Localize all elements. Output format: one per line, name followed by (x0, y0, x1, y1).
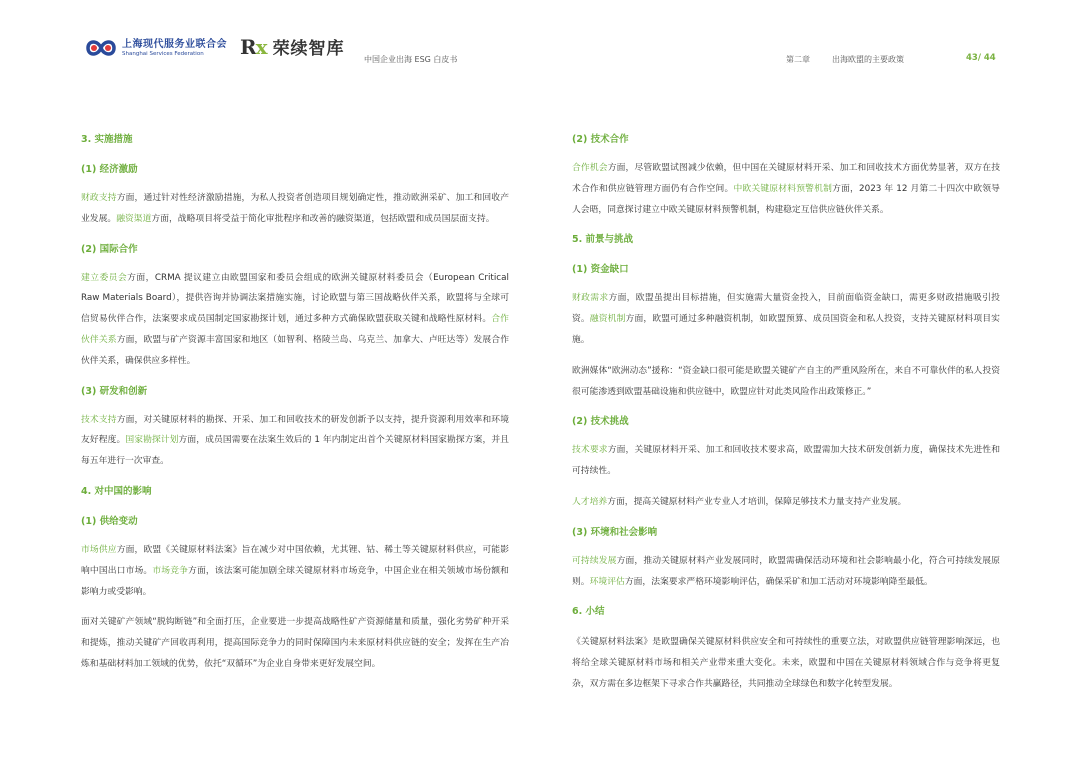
page-header (0, 0, 1080, 80)
keyword: 人才培养 (572, 496, 608, 507)
section-heading: 6. 小结 (572, 606, 605, 618)
keyword: 可持续发展 (572, 555, 617, 566)
org-name-en: Shanghai Services Federation (122, 50, 204, 57)
keyword: 技术要求 (572, 445, 608, 456)
subsection-heading: (2) 技术挑战 (572, 416, 629, 428)
subsection-heading: (1) 供给变动 (81, 515, 138, 527)
section-title: 出海欧盟的主要政策 (832, 55, 904, 64)
paragraph: 财政支持方面，通过针对性经济激励措施，为私人投资者创造项目规划确定性，推动欧洲采矿、加工和回收产业发展。融资渠道方面，战略项目将受益于简化审批程序和改善的融资渠道，包括欧盟和成员国层面支持。 (81, 193, 509, 224)
section-heading: 4. 对中国的影响 (81, 485, 152, 497)
keyword: 合作伙伴关系 (81, 314, 509, 345)
subsection-heading: (2) 技术合作 (572, 134, 629, 145)
rx-logo-icon: Rx (240, 34, 267, 59)
keyword: 融资机制 (589, 314, 626, 325)
paragraph: 财政需求方面，欧盟虽提出目标措施，但实施需大量资金投入，目前面临资金缺口，需更多财政措施吸引投资。融资机制方面，欧盟可通过多种融资机制，如欧盟预算、成员国资金和私人投资，支持关键原材料项目实施。 (572, 293, 1000, 345)
paragraph: 市场供应方面，欧盟《关键原材料法案》旨在减少对中国依赖，尤其锂、钴、稀土等关键原材料供应，可能影响中国出口市场。市场竞争方面，该法案可能加剧全球关键原材料市场竞争，中国企业在相关领域市场份额和影响力或受影响。 (81, 544, 509, 597)
subsection-heading: (3) 环境和社会影响 (572, 526, 658, 538)
subsection-heading: (3) 研发和创新 (81, 385, 148, 397)
paragraph: 合作机会方面，尽管欧盟试图减少依赖，但中国在关键原材料开采、加工和回收技术方面优势显著，双方在技术合作和供应链管理方面仍有合作空间。中欧关键原材料预警机制方面，2023 年 12 月第二十四次中欧领导人会晤，同意探讨建立中欧关键原材料预警机制，构建稳定互信供应链伙伴关系。 (572, 163, 1000, 215)
paragraph: 人才培养方面，提高关键原材料产业专业人才培训，保障足够技术力量支持产业发展。 (572, 496, 907, 507)
ssf-logo (84, 36, 227, 60)
subsection-heading: (2) 国际合作 (81, 243, 138, 255)
keyword: 技术支持 (81, 414, 117, 425)
keyword: 市场竞争 (152, 565, 189, 576)
keyword: 建立委员会 (81, 272, 128, 283)
subsection-heading: (1) 经济激励 (81, 164, 138, 175)
paragraph: 技术要求方面，关键原材料开采、加工和回收技术要求高，欧盟需加大技术研发创新力度，确保技术先进性和可持续性。 (572, 445, 1000, 477)
section-heading: 5. 前景与挑战 (572, 234, 634, 246)
org-name-cn: 上海现代服务业联合会 (122, 38, 227, 50)
keyword: 融资渠道 (116, 213, 152, 224)
paragraph: 欧洲媒体“欧洲动态”援称：“资金缺口很可能是欧盟关键矿产自主的严重风险所在，来自不可靠伙伴的私人投资很可能渗透到欧盟基础设施和供应链中，欧盟应针对此类风险作出政策修正。” (572, 365, 1000, 397)
keyword: 市场供应 (81, 544, 117, 555)
left-column (81, 130, 509, 685)
paragraph: 可持续发展方面，推动关键原材料产业发展同时，欧盟需确保活动环境和社会影响最小化，符合可持续发展原则。环境评估方面，法案要求严格环境影响评估，确保采矿和加工活动对环境影响降至最低。 (572, 555, 1000, 587)
keyword: 中欧关键原材料预警机制 (733, 183, 833, 194)
subsection-heading: (1) 资金缺口 (572, 264, 629, 276)
keyword: 财政支持 (81, 193, 117, 203)
rongxu-logo (240, 34, 345, 59)
keyword: 财政需求 (572, 293, 609, 304)
ssf-logo-icon (84, 36, 118, 60)
brand-name: 荣续智库 (272, 39, 345, 59)
right-column (572, 130, 1000, 705)
page-number: 43/ 44 (966, 53, 996, 63)
paragraph: 技术支持方面，对关键原材料的勘探、开采、加工和回收技术的研发创新予以支持，提升资源利用效率和环境友好程度。国家勘探计划方面，成员国需要在法案生效后的 1 年内制定出首个关键原材料国家勘探方案，并且每五年进行一次审查。 (81, 414, 509, 467)
paragraph: 面对关键矿产领域“脱钩断链”和全面打压，企业要进一步提高战略性矿产资源储量和质量，强化劣势矿种开采和提炼，推动关键矿产回收再利用，提高国际竞争力的同时保障国内未来原材料供应链的安全；发挥在生产冶炼和基础材料加工领域的优势，依托“双循环”为企业自身带来更好发展空间。 (81, 617, 509, 669)
keyword: 合作机会 (572, 163, 608, 173)
keyword: 环境评估 (589, 576, 625, 587)
paragraph: 《关键原材料法案》是欧盟确保关键原材料供应安全和可持续性的重要立法，对欧盟供应链管理影响深远，也将给全球关键原材料市场和相关产业带来重大变化。未来，欧盟和中国在关键原材料领域合作与竞争将更复杂，双方需在多边框架下寻求合作共赢路径，共同推动全球绿色和数字化转型发展。 (572, 637, 1000, 689)
chapter-label: 第二章 (786, 55, 810, 64)
section-heading: 3. 实施措施 (81, 134, 133, 145)
keyword: 国家勘探计划 (125, 435, 179, 446)
book-title: 中国企业出海 ESG 白皮书 (364, 55, 458, 64)
paragraph: 建立委员会方面，CRMA 提议建立由欧盟国家和委员会组成的欧洲关键原材料委员会（European Critical Raw Materials Board），提供咨询并协调法案措施实施，讨论欧盟与第三国战略伙伴关系，欧盟将与全球可信贸易伙伴合作，法案要求成员国制定国家勘探计划，通过多种方式确保欧盟获取关键和战略性原材料。合作伙伴关系方面，欧盟与矿产资源丰富国家和地区（如智利、格陵兰岛、乌克兰、加拿大、卢旺达等）发展合作伙伴关系，确保供应多样性。 (81, 272, 509, 366)
